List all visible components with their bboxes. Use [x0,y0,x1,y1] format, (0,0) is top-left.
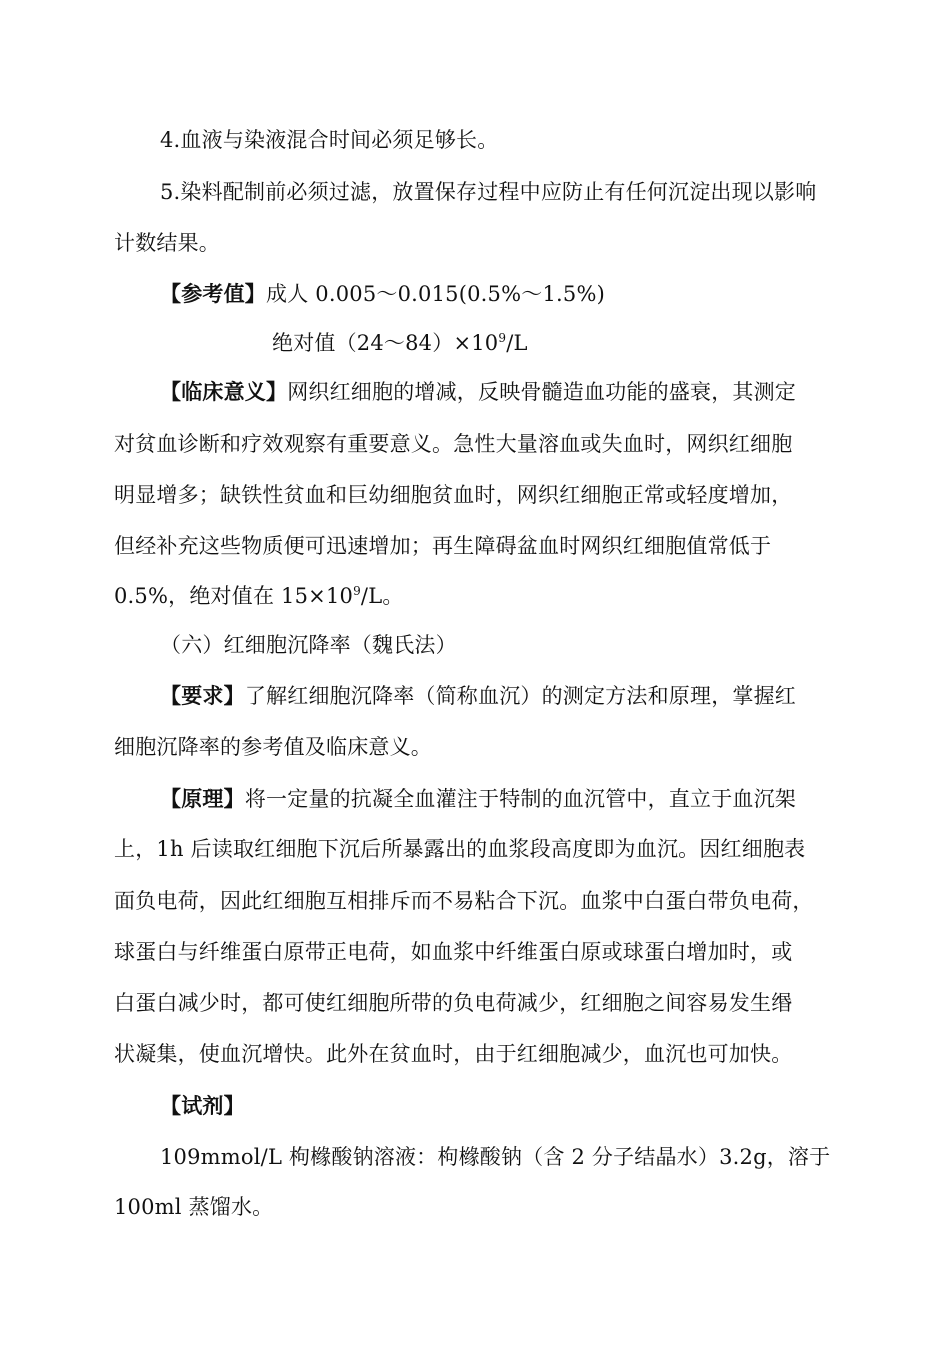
reference-value-adult: 成人 0.005～0.015(0.5%～1.5%) [266,282,606,306]
principle-line-5 [114,989,792,1017]
reagent-text-1: 109mmol/L 枸橼酸钠溶液：枸橼酸钠（含 2 分子结晶水）3.2g，溶于 [160,1145,831,1169]
reference-absolute-exponent: 9 [498,331,507,345]
clinical-significance-exponent: 9 [353,584,361,598]
section-6-title-text: （六）红细胞沉降率（魏氏法） [160,633,457,657]
requirement-line-2 [114,733,432,761]
requirement-line-1 [160,682,796,710]
principle-line-4 [114,938,792,966]
reference-absolute-prefix: 绝对值（24～84）×10 [272,331,499,355]
requirement-text-1: 了解红细胞沉降率（简称血沉）的测定方法和原理，掌握红 [244,684,797,708]
reference-absolute-unit: /L [506,331,528,355]
reference-value-heading: 【参考值】 [160,281,266,306]
principle-line-6 [114,1040,792,1068]
clinical-significance-text-1: 网织红细胞的增减，反映骨髓造血功能的盛衰，其测定 [287,380,797,404]
principle-line-3 [114,887,814,915]
clinical-significance-text-4: 但经补充这些物质便可迅速增加；再生障碍盆血时网织红细胞值常低于 [114,534,772,558]
clinical-significance-text-5-prefix: 0.5%，绝对值在 15×10 [114,584,354,608]
principle-text-1: 将一定量的抗凝全血灌注于特制的血沉管中，直立于血沉架 [244,787,797,811]
note-4 [160,126,498,154]
principle-text-6: 状凝集，使血沉增快。此外在贫血时，由于红细胞减少，血沉也可加快。 [114,1042,793,1066]
requirement-text-2: 细胞沉降率的参考值及临床意义。 [114,735,432,759]
reference-value-line-1 [160,280,605,308]
requirement-heading: 【要求】 [160,683,245,708]
clinical-significance-line-3 [114,481,792,509]
principle-line-1 [160,785,796,813]
principle-text-2: 上，1h 后读取红细胞下沉后所暴露出的血浆段高度即为血沉。因红细胞表 [114,837,806,861]
principle-heading: 【原理】 [160,786,245,811]
reagent-heading-line [160,1092,245,1120]
reagent-heading: 【试剂】 [160,1093,245,1118]
note-5-text-1: 5.染料配制前必须过滤，放置保存过程中应防止有任何沉淀出现以影响 [160,180,817,204]
clinical-significance-text-2: 对贫血诊断和疗效观察有重要意义。急性大量溶血或失血时，网织红细胞 [114,432,793,456]
clinical-significance-line-2 [114,430,792,458]
principle-text-4: 球蛋白与纤维蛋白原带正电荷，如血浆中纤维蛋白原或球蛋白增加时，或 [114,940,793,964]
principle-text-5: 白蛋白减少时，都可使红细胞所带的负电荷减少，红细胞之间容易发生缗 [114,991,793,1015]
clinical-significance-line-4 [114,532,771,560]
clinical-significance-text-5-unit: /L。 [360,584,404,608]
note-5-line-1 [160,178,816,206]
reagent-line-1 [160,1143,830,1171]
note-5-text-2: 计数结果。 [114,231,220,255]
reagent-text-2: 100ml 蒸馏水。 [114,1195,274,1219]
clinical-significance-text-3: 明显增多；缺铁性贫血和巨幼细胞贫血时，网织红细胞正常或轻度增加， [114,483,793,507]
clinical-significance-line-5 [114,582,404,610]
principle-text-3: 面负电荷，因此红细胞互相排斥而不易粘合下沉。血浆中白蛋白带负电荷， [114,889,814,913]
reference-value-line-2 [272,329,528,357]
reagent-line-2 [114,1193,273,1221]
clinical-significance-heading: 【临床意义】 [160,379,288,404]
section-6-title [160,631,457,659]
note-4-text: 4.血液与染液混合时间必须足够长。 [160,128,499,152]
note-5-line-2 [114,229,220,257]
clinical-significance-line-1 [160,378,796,406]
principle-line-2 [114,835,805,863]
